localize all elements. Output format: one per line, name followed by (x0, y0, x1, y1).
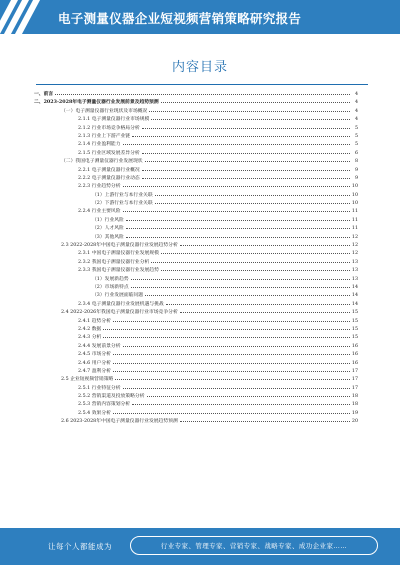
toc-leader-dots (161, 98, 350, 103)
toc-entry[interactable] (34, 333, 358, 341)
toc-entry-page: 15 (351, 310, 358, 316)
toc-leader-dots (113, 317, 350, 322)
toc-entry-page: 18 (351, 394, 358, 400)
toc-entry[interactable] (34, 291, 358, 299)
toc-entry-page: 8 (354, 159, 358, 165)
toc-entry-page: 16 (351, 352, 358, 358)
toc-entry[interactable] (34, 182, 358, 190)
toc-entry-label: 二、2023-2028年电子测量仪器行业发展前景及趋势预测 (34, 99, 159, 106)
toc-leader-dots (103, 325, 350, 330)
toc-entry[interactable] (34, 359, 358, 367)
toc-entry-page: 13 (351, 276, 358, 282)
table-of-contents (34, 90, 358, 426)
toc-entry-page: 17 (351, 377, 358, 383)
toc-entry[interactable] (34, 140, 358, 148)
toc-leader-dots (55, 90, 350, 95)
toc-entry[interactable] (34, 308, 358, 316)
toc-entry-label: （2）人才风险 (92, 226, 124, 232)
toc-leader-dots (103, 333, 350, 338)
toc-entry[interactable] (34, 90, 358, 98)
toc-entry-label: 2.4.1 趋势分析 (78, 318, 111, 324)
toc-entry-label: 2.4.7 盈利分析 (78, 368, 111, 374)
toc-leader-dots (132, 400, 350, 405)
toc-entry-label: 2.6 2023-2028年中国电子测量仪器行业发展趋势预测 (61, 419, 178, 425)
toc-entry-page: 14 (351, 301, 358, 307)
toc-entry-page: 12 (351, 243, 358, 249)
toc-entry[interactable] (34, 375, 358, 383)
toc-entry-page: 20 (351, 419, 358, 425)
toc-entry[interactable] (34, 350, 358, 358)
toc-entry-label: （2）下游行业与本行业关联 (92, 201, 153, 207)
toc-entry-label: 2.3.1 中国电子测量仪器行业发展规模 (78, 251, 159, 257)
toc-entry-page: 5 (354, 133, 358, 139)
toc-entry-page: 5 (354, 125, 358, 131)
toc-leader-dots (142, 124, 350, 129)
toc-entry[interactable] (34, 157, 358, 165)
toc-entry-label: 2.4.3 分析 (78, 335, 102, 341)
toc-entry[interactable] (34, 400, 358, 408)
toc-entry-page: 19 (351, 410, 358, 416)
toc-entry-label: 2.4.6 用户分析 (78, 360, 111, 366)
toc-leader-dots (151, 115, 350, 120)
toc-leader-dots (123, 207, 350, 212)
toc-entry-page: 14 (351, 293, 358, 299)
toc-entry[interactable] (34, 317, 358, 325)
toc-entry-label: 2.1.1 电子测量仪器行业市场规模 (78, 117, 150, 123)
toc-entry-label: 一、前言 (34, 91, 54, 97)
toc-leader-dots (145, 157, 350, 162)
toc-entry-page: 15 (351, 318, 358, 324)
toc-entry-page: 14 (351, 284, 358, 290)
toc-leader-dots (131, 275, 350, 280)
footer-tagline-pill: 行业专家、管理专家、营销专家、战略专家、成功企业家…… (130, 536, 378, 555)
toc-entry-label: 2.2.1 电子测量仪器行业概况 (78, 167, 140, 173)
toc-entry-page: 16 (351, 360, 358, 366)
toc-entry[interactable] (34, 149, 358, 157)
toc-entry[interactable] (34, 216, 358, 224)
toc-entry-page: 13 (351, 259, 358, 265)
toc-entry-page: 17 (351, 385, 358, 391)
toc-entry[interactable] (34, 233, 358, 241)
toc-entry[interactable] (34, 249, 358, 257)
toc-entry-page: 10 (351, 192, 358, 198)
toc-leader-dots (113, 350, 350, 355)
toc-entry[interactable] (34, 342, 358, 350)
toc-entry[interactable] (34, 107, 358, 115)
toc-entry[interactable] (34, 132, 358, 140)
toc-entry[interactable] (34, 300, 358, 308)
toc-leader-dots (142, 149, 350, 154)
toc-entry-page: 6 (354, 150, 358, 156)
toc-entry-label: （二）我国电子测量仪器行业发展现状 (61, 159, 143, 165)
toc-entry-label: 2.1.2 行业市场竞争格局分析 (78, 125, 140, 131)
toc-entry[interactable] (34, 325, 358, 333)
toc-entry[interactable] (34, 266, 358, 274)
toc-entry[interactable] (34, 124, 358, 132)
toc-leader-dots (180, 241, 350, 246)
toc-entry-page: 9 (354, 167, 358, 173)
toc-leader-dots (131, 283, 350, 288)
toc-entry-page: 4 (354, 100, 358, 106)
toc-entry-label: 2.3.2 我国电子测量仪器行业分析 (78, 259, 150, 265)
toc-leader-dots (132, 132, 350, 137)
toc-leader-dots (126, 233, 350, 238)
toc-entry-label: 2.3.4 电子测量仪器行业发展机遇与挑战 (78, 301, 164, 307)
toc-leader-dots (115, 375, 350, 380)
toc-leader-dots (113, 367, 350, 372)
toc-leader-dots (180, 417, 350, 422)
toc-leader-dots (123, 384, 350, 389)
toc-entry-page: 9 (354, 175, 358, 181)
toc-entry-page: 12 (351, 251, 358, 257)
footer-slogan: 让每个人都能成为 (48, 542, 112, 551)
toc-entry-label: 2.5.2 营销渠道及投放策略分析 (78, 394, 145, 400)
toc-entry-label: （1）发展新趋势 (92, 276, 129, 282)
toc-entry[interactable] (34, 241, 358, 249)
toc-entry-label: 2.5.3 营销内容策划分析 (78, 402, 131, 408)
toc-leader-dots (161, 266, 350, 271)
toc-heading: 内容目录 (171, 60, 228, 75)
toc-leader-dots (113, 409, 350, 414)
toc-leader-dots (123, 140, 350, 145)
footer-bar (0, 528, 400, 565)
document-title: 电子测量仪器企业短视频营销策略研究报告 (58, 11, 302, 26)
toc-entry-label: （2）市场新特点 (92, 284, 129, 290)
toc-entry-label: 2.3 2022-2028年中国电子测量仪器行业发展趋势分析 (61, 243, 178, 249)
toc-entry[interactable] (34, 166, 358, 174)
toc-entry-page: 4 (354, 92, 358, 97)
toc-leader-dots (155, 191, 350, 196)
toc-entry[interactable] (34, 384, 358, 392)
toc-leader-dots (147, 392, 350, 397)
header-stripes-icon (0, 0, 34, 34)
toc-entry-label: 2.4 2022-2026年我国电子测量仪器行业市场竞争分析 (61, 310, 178, 316)
toc-entry-label: 2.5.4 效果分析 (78, 410, 111, 416)
toc-entry-page: 18 (351, 402, 358, 408)
toc-entry-page: 10 (351, 184, 358, 190)
toc-entry-label: 2.1.4 行业盈利能力 (78, 142, 121, 148)
toc-entry[interactable] (34, 98, 358, 106)
toc-entry-page: 13 (351, 268, 358, 274)
toc-entry[interactable] (34, 367, 358, 375)
toc-leader-dots (149, 107, 350, 112)
toc-leader-dots (161, 249, 350, 254)
toc-entry-label: 2.4.5 市场分析 (78, 352, 111, 358)
toc-leader-dots (180, 308, 350, 313)
toc-entry-label: 2.1.3 行业上下游产业链 (78, 133, 131, 139)
toc-entry-label: 2.2.2 电子测量仪器行业动态 (78, 175, 140, 181)
toc-entry-label: 2.5.1 行业特征分析 (78, 385, 121, 391)
toc-entry[interactable] (34, 283, 358, 291)
toc-entry-page: 16 (351, 343, 358, 349)
toc-entry[interactable] (34, 417, 358, 425)
toc-entry-page: 4 (354, 117, 358, 123)
toc-leader-dots (142, 166, 350, 171)
header-bar (0, 0, 400, 34)
toc-entry[interactable] (34, 174, 358, 182)
toc-entry[interactable] (34, 191, 358, 199)
toc-entry-page: 11 (351, 209, 358, 215)
toc-entry-label: （3）行业发展面临问题 (92, 293, 144, 299)
toc-leader-dots (126, 224, 350, 229)
toc-entry-label: 2.2.3 行业趋势分析 (78, 184, 121, 190)
toc-entry[interactable] (34, 275, 358, 283)
toc-entry-label: 2.4.4 发展前景分析 (78, 343, 121, 349)
toc-entry[interactable] (34, 115, 358, 123)
toc-entry[interactable] (34, 392, 358, 400)
toc-entry[interactable] (34, 207, 358, 215)
toc-leader-dots (166, 300, 350, 305)
toc-leader-dots (126, 216, 350, 221)
toc-entry-page: 11 (351, 217, 358, 223)
toc-leader-dots (145, 291, 350, 296)
toc-entry-label: 2.4.2 数据 (78, 326, 102, 332)
toc-entry[interactable] (34, 224, 358, 232)
toc-entry-label: 2.5 企业短视频营销策略 (61, 377, 114, 383)
toc-entry-label: 2.2.4 行业主要风险 (78, 209, 121, 215)
toc-entry-label: （1）上游行业与本行业关联 (92, 192, 153, 198)
toc-entry-label: 2.3.3 我国电子测量仪器行业发展趋势 (78, 268, 159, 274)
toc-leader-dots (123, 182, 350, 187)
toc-leader-dots (151, 258, 350, 263)
toc-entry-page: 15 (351, 335, 358, 341)
toc-entry-page: 17 (351, 368, 358, 374)
toc-leader-dots (142, 174, 350, 179)
toc-entry-page: 12 (351, 234, 358, 240)
toc-entry-page: 11 (351, 226, 358, 232)
toc-leader-dots (155, 199, 350, 204)
toc-entry-page: 15 (351, 326, 358, 332)
heading-rule (36, 84, 368, 85)
toc-entry-page: 4 (354, 108, 358, 114)
toc-entry[interactable] (34, 258, 358, 266)
toc-leader-dots (113, 359, 350, 364)
toc-entry[interactable] (34, 409, 358, 417)
toc-entry[interactable] (34, 199, 358, 207)
toc-entry-page: 5 (354, 142, 358, 148)
toc-entry-page: 10 (351, 201, 358, 207)
toc-entry-label: （一）电子测量仪器行业现状及市场概况 (61, 108, 148, 114)
toc-entry-label: 2.1.5 行业区域发展差异分析 (78, 150, 140, 156)
toc-entry-label: （1）行业风险 (92, 217, 124, 223)
toc-leader-dots (123, 342, 350, 347)
toc-entry-label: （3）其他风险 (92, 234, 124, 240)
